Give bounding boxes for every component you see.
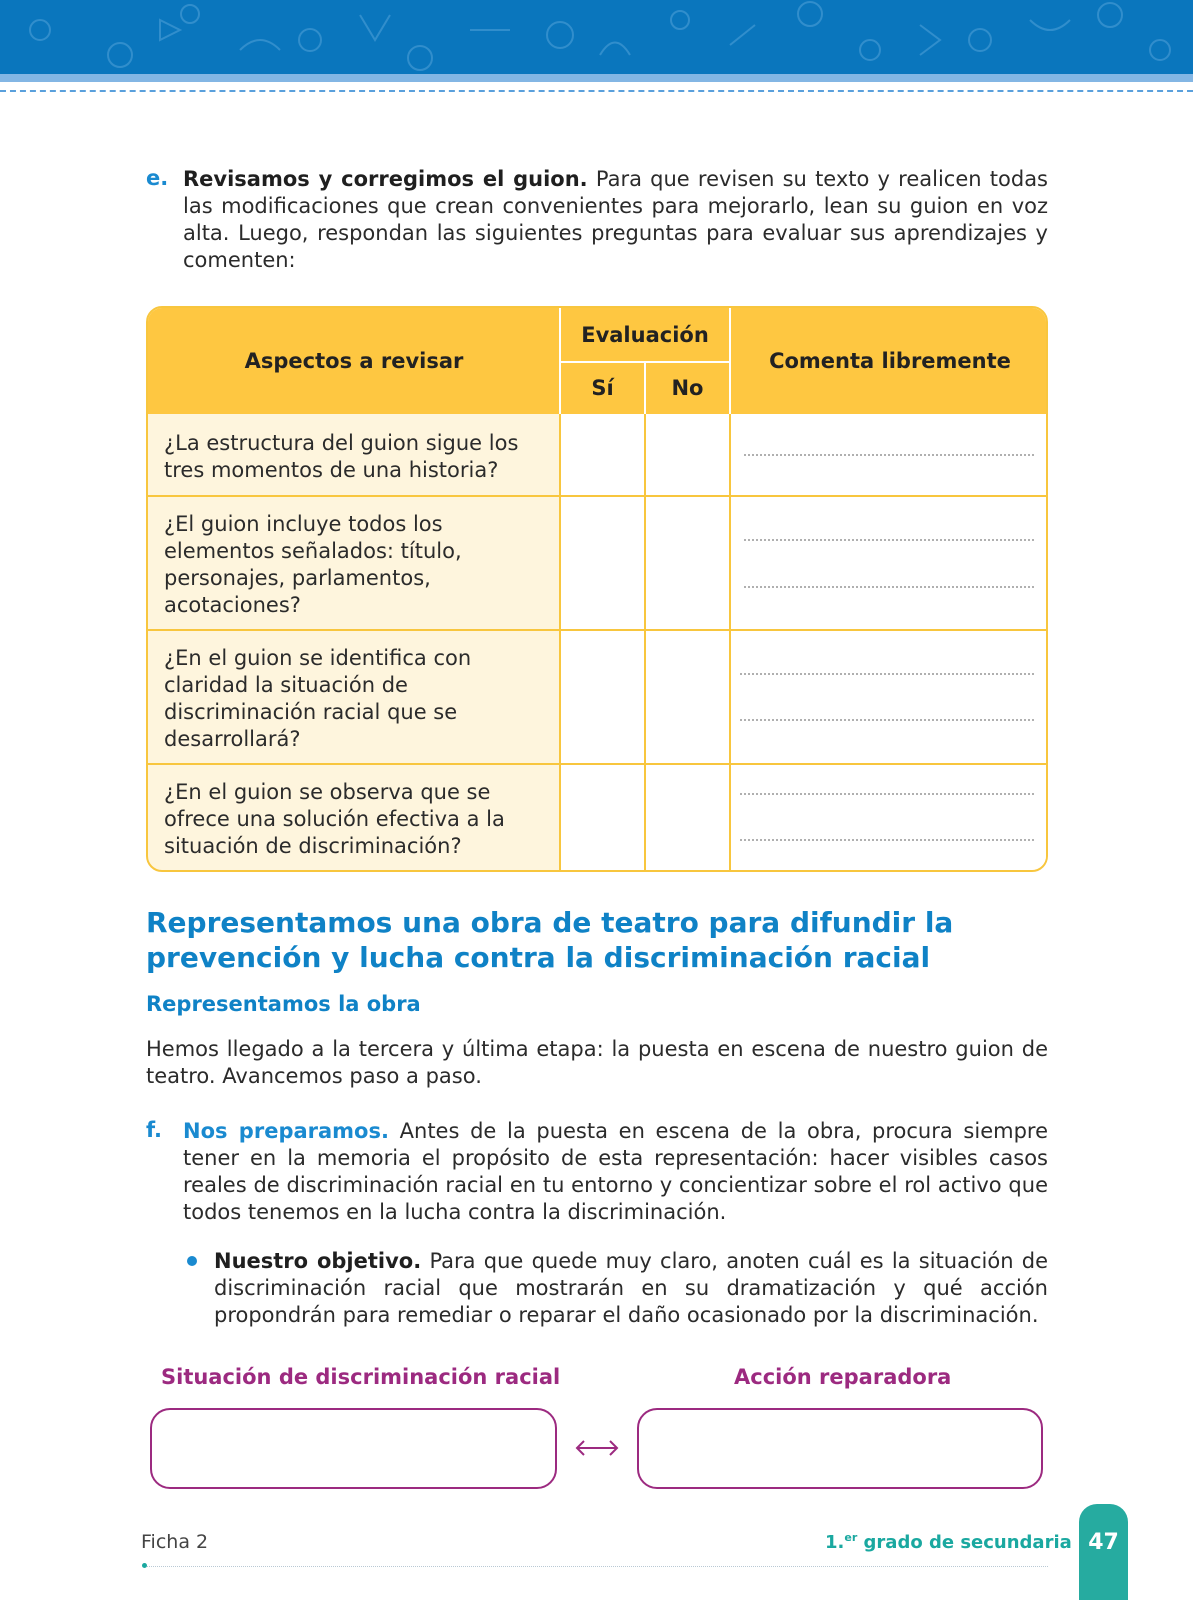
item-f-text: Antes de la puesta en escena de la obra, procura siempre tener en la memoria el propósito de esta representación: hacer visibles casos reales de discriminación racial en tu entorno y concientizar sobre el rol activo que todos tenemos en la lucha contra la discriminación.: [183, 1119, 1048, 1224]
header-no: No: [645, 362, 730, 414]
divider: [729, 414, 731, 872]
item-e-paragraph: [183, 166, 1048, 274]
section-subtitle: Representamos la obra: [146, 992, 421, 1016]
section-intro: Hemos llegado a la tercera y última etapa: la puesta en escena de nuestro guion de teatro. Avancemos paso a paso.: [146, 1037, 1048, 1088]
item-f-marker: f.: [146, 1118, 162, 1142]
right-box-label: Acción reparadora: [734, 1365, 952, 1389]
header-comment: Comenta libremente: [730, 308, 1048, 414]
header-yes: Sí: [560, 362, 645, 414]
row1-no-cell[interactable]: [646, 416, 729, 495]
comment-line[interactable]: [744, 586, 1034, 588]
row2-no-cell[interactable]: [646, 497, 729, 629]
table-row-question: ¿En el guion se identifica con claridad la situación de discriminación racial que se desarrollará?: [164, 646, 472, 751]
action-input-box[interactable]: [637, 1408, 1043, 1489]
row4-yes-cell[interactable]: [561, 765, 644, 872]
bullet-text: Para que quede muy claro, anoten cuál es la situación de discriminación racial que mostrarán en su dramatización y qué acción propondrán para remediar o reparar el daño ocasionado por la discriminación.: [214, 1249, 1048, 1327]
footer-grade: [825, 1531, 1072, 1553]
doodle-pattern: [0, 0, 1193, 74]
header-dashed-line: [0, 90, 1193, 92]
item-e-bold: Revisamos y corregimos el guion.: [183, 167, 588, 191]
double-arrow-icon: [574, 1438, 620, 1458]
comment-line[interactable]: [740, 793, 1034, 795]
item-f-paragraph: [183, 1118, 1048, 1226]
comment-line[interactable]: [740, 719, 1034, 721]
table-row-question: ¿La estructura del guion sigue los tres momentos de una historia?: [164, 431, 519, 482]
bullet-bold: Nuestro objetivo.: [214, 1249, 422, 1273]
grade-text: grado de secundaria: [857, 1532, 1072, 1553]
item-f-bold: Nos preparamos.: [183, 1119, 389, 1143]
comment-line[interactable]: [744, 539, 1034, 541]
left-box-label: Situación de discriminación racial: [161, 1365, 561, 1389]
comment-line[interactable]: [744, 454, 1034, 456]
divider: [644, 362, 646, 414]
bullet-icon: [187, 1256, 197, 1266]
header-aspects: Aspectos a revisar: [148, 308, 560, 414]
row4-no-cell[interactable]: [646, 765, 729, 872]
table-row-question: ¿En el guion se observa que se ofrece una solución efectiva a la situación de discriminación?: [164, 780, 505, 858]
section-title: Representamos una obra de teatro para difundir la prevención y lucha contra la discriminación racial: [146, 906, 954, 974]
comment-line[interactable]: [740, 839, 1034, 841]
situation-input-box[interactable]: [150, 1408, 557, 1489]
item-e-text: Para que revisen su texto y realicen todas las modificaciones que crean convenientes para mejorarlo, lean su guion en voz alta. Luego, respondan las siguientes preguntas para evaluar sus aprendizajes y comenten:: [183, 167, 1049, 272]
bullet-paragraph: [214, 1248, 1048, 1329]
page-number: 47: [1079, 1504, 1128, 1600]
comment-line[interactable]: [740, 673, 1034, 675]
row3-yes-cell[interactable]: [561, 631, 644, 763]
header-evaluation: Evaluación: [560, 308, 730, 362]
evaluation-table: [146, 306, 1048, 872]
row3-no-cell[interactable]: [646, 631, 729, 763]
table-row-question: ¿El guion incluye todos los elementos señalados: título, personajes, parlamentos, acotaciones?: [164, 512, 462, 617]
footer-ficha: Ficha 2: [141, 1531, 209, 1553]
item-e-marker: e.: [146, 166, 169, 190]
footer-line: [143, 1566, 1048, 1567]
grade-suffix: er: [844, 1531, 858, 1544]
footer-dot: [142, 1563, 147, 1568]
row2-yes-cell[interactable]: [561, 497, 644, 629]
grade-number: 1.: [825, 1532, 845, 1553]
header-banner: [0, 0, 1193, 74]
header-stripe: [0, 74, 1193, 82]
row1-yes-cell[interactable]: [561, 416, 644, 495]
divider: [560, 361, 730, 363]
